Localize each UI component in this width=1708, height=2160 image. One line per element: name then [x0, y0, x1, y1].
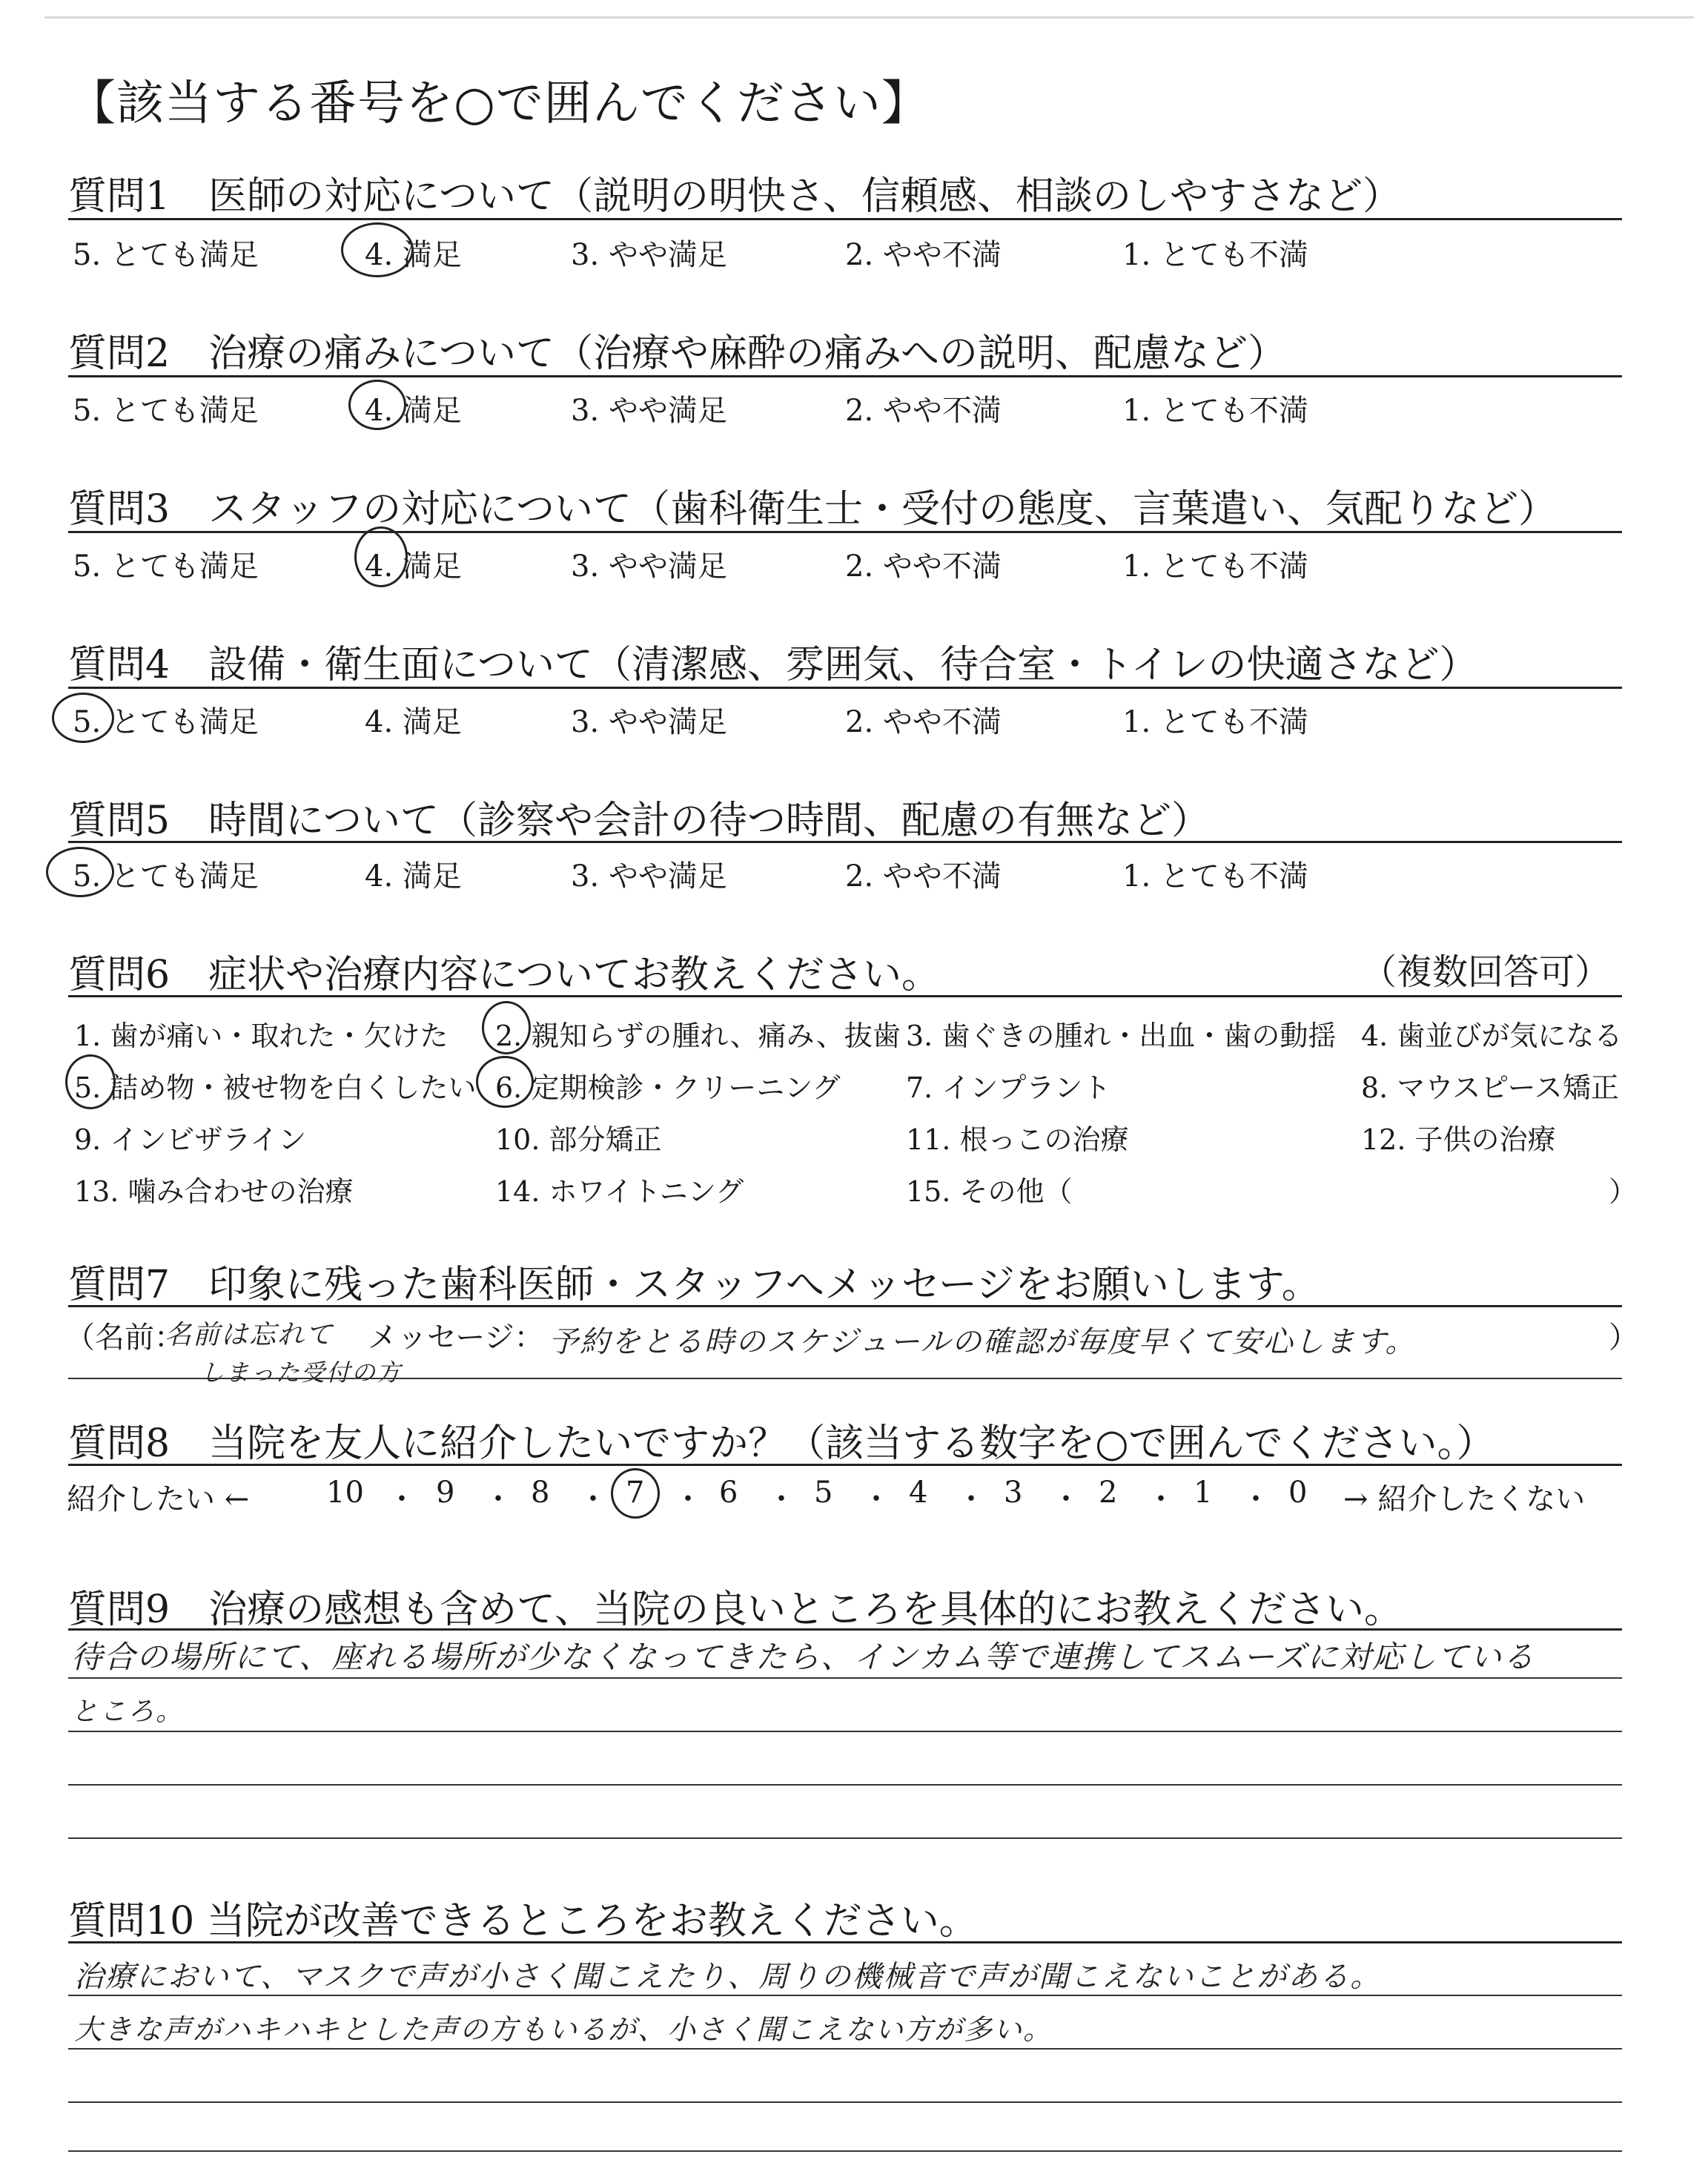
q8-dot: ・ — [387, 1482, 417, 1516]
q8-number-2[interactable]: 2 — [1099, 1476, 1118, 1510]
q9-answer-rule-1 — [68, 1677, 1622, 1679]
q6-option-3[interactable]: 3. 歯ぐきの腫れ・出血・歯の動揺 — [906, 1020, 1337, 1052]
q6-option-9[interactable]: 9. インビザライン — [74, 1123, 307, 1156]
q1-option-2[interactable]: 2. やや不満 — [845, 238, 1002, 272]
question-1-title: 質問1 医師の対応について（説明の明快さ、信頼感、相談のしやすさなど） — [68, 174, 1401, 219]
q8-number-4[interactable]: 4 — [909, 1476, 928, 1510]
q9-answer-line-1: 待合の場所にて、座れる場所が少なくなってきたら、インカム等で連携してスムーズに対応している — [71, 1639, 1535, 1675]
q4-option-4[interactable]: 4. 満足 — [365, 705, 462, 739]
q3-option-2[interactable]: 2. やや不満 — [845, 549, 1002, 584]
q10-answer-line-1: 治療において、マスクで声が小さく聞こえたり、周りの機械音で声が聞こえないことがある。 — [74, 1960, 1382, 1994]
question-6-note: （複数回答可） — [1361, 951, 1611, 993]
q6-option-13[interactable]: 13. 噛み合わせの治療 — [74, 1175, 354, 1208]
q6-option-2[interactable]: 2. 親知らずの腫れ、痛み、抜歯 — [495, 1020, 901, 1052]
q10-answer-line-2: 大きな声がハキハキとした声の方もいるが、小さく聞こえない方が多い。 — [74, 2013, 1053, 2046]
q8-dot: ・ — [861, 1482, 891, 1516]
q5-option-3[interactable]: 3. やや満足 — [571, 859, 727, 894]
q6-option-14[interactable]: 14. ホワイトニング — [495, 1175, 744, 1208]
q2-option-2[interactable]: 2. やや不満 — [845, 394, 1002, 428]
page-title: 【該当する番号を○で囲んでください】 — [68, 76, 930, 131]
q6-selected-circle-6 — [476, 1056, 534, 1108]
question-3-rule — [68, 531, 1622, 533]
q2-option-5[interactable]: 5. とても満足 — [73, 394, 259, 428]
q8-number-3[interactable]: 3 — [1004, 1476, 1023, 1510]
q1-option-4[interactable]: 4. 満足 — [365, 238, 462, 272]
q10-answer-rule-1 — [68, 1995, 1622, 1996]
q8-dot: ・ — [483, 1482, 513, 1516]
question-3-title: 質問3 スタッフの対応について（歯科衛生士・受付の態度、言葉遣い、気配りなど） — [68, 487, 1558, 532]
question-5-rule — [68, 841, 1622, 843]
top-edge-line — [44, 16, 1694, 19]
q7-name-handwritten-1: 名前は忘れて — [165, 1320, 334, 1350]
q6-option-11[interactable]: 11. 根っこの治療 — [906, 1123, 1129, 1156]
q3-option-3[interactable]: 3. やや満足 — [571, 549, 727, 584]
question-1-rule — [68, 218, 1622, 220]
q8-selected-circle — [611, 1468, 660, 1519]
question-7-bottom-rule — [68, 1378, 1622, 1379]
q6-option-5[interactable]: 5. 詰め物・被せ物を白くしたい — [74, 1071, 477, 1104]
q10-answer-rule-2 — [68, 2048, 1622, 2050]
q1-option-5[interactable]: 5. とても満足 — [73, 238, 259, 272]
q8-dot: ・ — [767, 1482, 796, 1516]
question-9-rule — [68, 1628, 1622, 1631]
q7-close-paren: ） — [1609, 1321, 1638, 1355]
question-2-rule — [68, 375, 1622, 377]
q9-answer-rule-2 — [68, 1731, 1622, 1732]
q6-selected-circle-2 — [482, 1001, 531, 1054]
q10-answer-rule-4 — [68, 2150, 1622, 2152]
q8-right-label: → 紹介したくない — [1343, 1482, 1586, 1516]
q8-number-6[interactable]: 6 — [719, 1476, 738, 1510]
q8-number-8[interactable]: 8 — [531, 1476, 550, 1510]
q7-message-label: メッセージ： — [368, 1321, 544, 1355]
question-7-title: 質問7 印象に残った歯科医師・スタッフへメッセージをお願いします。 — [68, 1263, 1320, 1307]
question-4-title: 質問4 設備・衛生面について（清潔感、雰囲気、待合室・トイレの快適さなど） — [68, 643, 1478, 687]
q2-option-4[interactable]: 4. 満足 — [365, 394, 462, 428]
q8-number-9[interactable]: 9 — [436, 1476, 455, 1510]
q2-option-3[interactable]: 3. やや満足 — [571, 394, 727, 428]
q3-option-4[interactable]: 4. 満足 — [365, 549, 462, 584]
q8-left-label: 紹介したい ← — [67, 1482, 250, 1516]
question-8-title: 質問8 当院を友人に紹介したいですか？（該当する数字を○で囲んでください。） — [68, 1421, 1495, 1466]
q6-option-6[interactable]: 6. 定期検診・クリーニング — [495, 1071, 841, 1104]
q8-dot: ・ — [1051, 1482, 1081, 1516]
q8-dot: ・ — [1146, 1482, 1176, 1516]
q6-selected-circle-5 — [65, 1054, 116, 1109]
question-7-rule — [68, 1305, 1622, 1307]
q1-option-3[interactable]: 3. やや満足 — [571, 238, 727, 272]
q4-option-5[interactable]: 5. とても満足 — [73, 705, 259, 739]
q8-number-0[interactable]: 0 — [1288, 1476, 1308, 1510]
question-10-rule — [68, 1941, 1622, 1943]
q1-option-1[interactable]: 1. とても不満 — [1122, 238, 1308, 272]
q9-answer-rule-4 — [68, 1837, 1622, 1839]
question-10-title: 質問10 当院が改善できるところをお教えください。 — [68, 1899, 978, 1943]
q6-option-10[interactable]: 10. 部分矯正 — [495, 1123, 662, 1156]
q8-number-5[interactable]: 5 — [814, 1476, 833, 1510]
q8-number-10[interactable]: 10 — [326, 1476, 364, 1510]
q8-dot: ・ — [673, 1482, 703, 1516]
q9-answer-line-2: ところ。 — [71, 1697, 185, 1727]
q2-option-1[interactable]: 1. とても不満 — [1122, 394, 1308, 428]
q10-answer-rule-3 — [68, 2101, 1622, 2103]
q8-dot: ・ — [578, 1482, 608, 1516]
question-9-title: 質問9 治療の感想も含めて、当院の良いところを具体的にお教えください。 — [68, 1588, 1403, 1632]
question-2-title: 質問2 治療の痛みについて（治療や麻酔の痛みへの説明、配慮など） — [68, 331, 1287, 376]
q8-dot: ・ — [956, 1482, 986, 1516]
q3-selected-circle — [354, 526, 408, 587]
q8-number-7[interactable]: 7 — [626, 1476, 645, 1510]
q8-dot: ・ — [1241, 1482, 1271, 1516]
q6-option-12[interactable]: 12. 子供の治療 — [1361, 1123, 1556, 1156]
q6-option-1[interactable]: 1. 歯が痛い・取れた・欠けた — [74, 1020, 448, 1052]
q5-option-5[interactable]: 5. とても満足 — [73, 859, 259, 894]
q7-message-handwritten: 予約をとる時のスケジュールの確認が毎度早くて安心します。 — [549, 1325, 1417, 1359]
question-5-title: 質問5 時間について（診察や会計の待つ時間、配慮の有無など） — [68, 799, 1211, 843]
q2-selected-circle — [348, 380, 406, 430]
question-6-title: 質問6 症状や治療内容についてお教えください。 — [68, 953, 941, 997]
q5-option-2[interactable]: 2. やや不満 — [845, 859, 1002, 894]
q3-option-5[interactable]: 5. とても満足 — [73, 549, 259, 584]
question-4-rule — [68, 687, 1622, 689]
q4-option-1[interactable]: 1. とても不満 — [1122, 705, 1308, 739]
q5-option-4[interactable]: 4. 満足 — [365, 859, 462, 894]
q4-option-2[interactable]: 2. やや不満 — [845, 705, 1002, 739]
q7-name-handwritten-2: しまった受付の方 — [200, 1358, 403, 1387]
q4-option-3[interactable]: 3. やや満足 — [571, 705, 727, 739]
question-6-rule — [68, 995, 1622, 997]
q4-selected-circle — [52, 693, 114, 743]
q8-number-1[interactable]: 1 — [1194, 1476, 1213, 1510]
q9-answer-rule-3 — [68, 1784, 1622, 1786]
q5-selected-circle — [46, 847, 114, 897]
q5-option-1[interactable]: 1. とても不満 — [1122, 859, 1308, 894]
q6-option-4[interactable]: 4. 歯並びが気になる — [1361, 1020, 1623, 1052]
q6-option-15-close: ） — [1609, 1175, 1638, 1208]
q1-selected-circle — [341, 222, 414, 277]
q6-option-15[interactable]: 15. その他（ — [906, 1175, 1073, 1208]
q6-option-7[interactable]: 7. インプラント — [906, 1071, 1111, 1104]
q6-option-8[interactable]: 8. マウスピース矯正 — [1361, 1071, 1619, 1104]
q3-option-1[interactable]: 1. とても不満 — [1122, 549, 1308, 584]
question-8-rule — [68, 1464, 1622, 1466]
q7-name-label: （名前： — [65, 1321, 184, 1355]
